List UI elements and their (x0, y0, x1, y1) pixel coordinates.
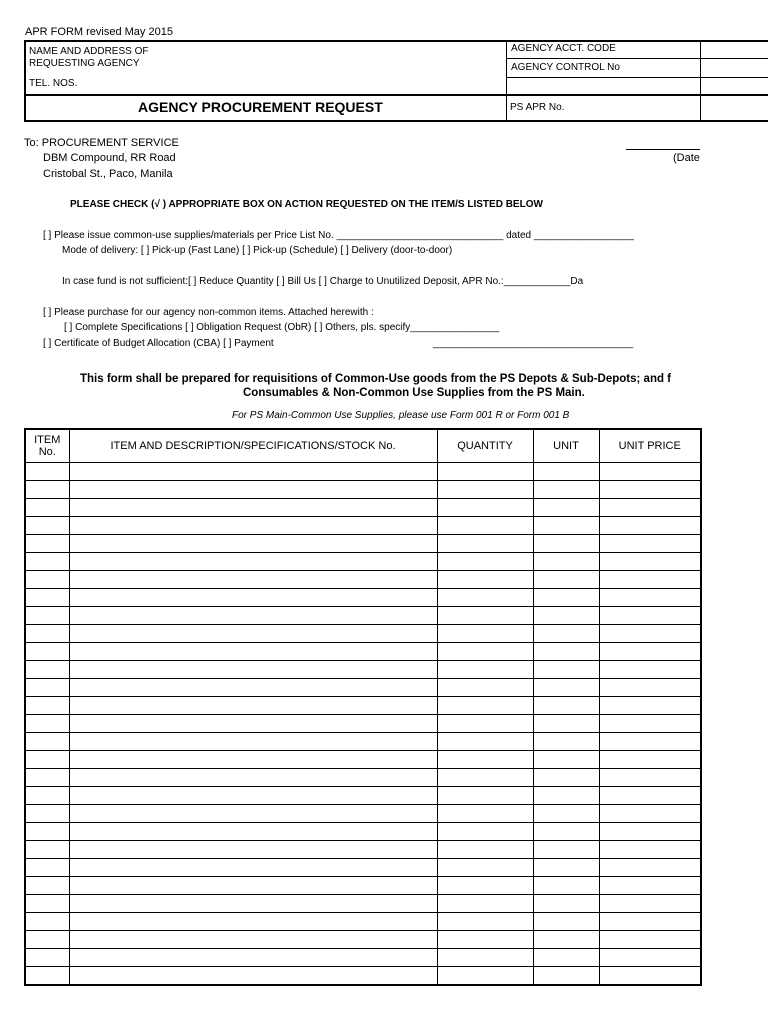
table-cell[interactable] (25, 967, 69, 986)
table-cell[interactable] (25, 607, 69, 625)
table-cell[interactable] (69, 967, 437, 986)
table-cell[interactable] (599, 913, 701, 931)
table-cell[interactable] (25, 535, 69, 553)
table-cell[interactable] (437, 769, 533, 787)
table-cell[interactable] (533, 643, 599, 661)
col-unit: UNIT (533, 429, 599, 463)
table-cell[interactable] (533, 769, 599, 787)
table-row (25, 751, 701, 769)
table-row (25, 769, 701, 787)
table-cell[interactable] (69, 481, 437, 499)
table-cell[interactable] (69, 517, 437, 535)
table-cell[interactable] (599, 679, 701, 697)
table-cell[interactable] (69, 679, 437, 697)
address-line-2: Cristobal St., Paco, Manila (43, 168, 173, 180)
col-description: ITEM AND DESCRIPTION/SPECIFICATIONS/STOCK No. (69, 429, 437, 463)
table-cell[interactable] (533, 949, 599, 967)
table-cell[interactable] (437, 571, 533, 589)
table-cell[interactable] (437, 463, 533, 481)
table-cell[interactable] (25, 481, 69, 499)
table-cell[interactable] (533, 499, 599, 517)
table-cell[interactable] (25, 463, 69, 481)
table-cell[interactable] (437, 643, 533, 661)
table-cell[interactable] (599, 625, 701, 643)
table-cell[interactable] (599, 661, 701, 679)
table-cell[interactable] (25, 913, 69, 931)
table-cell[interactable] (437, 823, 533, 841)
tel-nos-label: TEL. NOS. (29, 78, 78, 89)
check-heading: PLEASE CHECK (√ ) APPROPRIATE BOX ON ACTION REQUESTED ON THE ITEM/S LISTED BELOW (70, 199, 543, 210)
table-cell[interactable] (437, 967, 533, 986)
table-cell[interactable] (599, 931, 701, 949)
table-cell[interactable] (599, 733, 701, 751)
table-cell[interactable] (25, 715, 69, 733)
table-cell[interactable] (69, 589, 437, 607)
table-cell[interactable] (599, 823, 701, 841)
table-cell[interactable] (599, 481, 701, 499)
table-cell[interactable] (437, 733, 533, 751)
table-header-row (25, 429, 701, 463)
right-edge-line (700, 40, 701, 122)
table-cell[interactable] (599, 607, 701, 625)
table-cell[interactable] (533, 661, 599, 679)
table-cell[interactable] (533, 859, 599, 877)
table-cell[interactable] (533, 715, 599, 733)
cba-line: [ ] Certificate of Budget Allocation (CBA) [ ] Payment (43, 338, 274, 349)
table-cell[interactable] (437, 895, 533, 913)
table-cell[interactable] (69, 661, 437, 679)
table-cell[interactable] (533, 625, 599, 643)
table-cell[interactable] (533, 895, 599, 913)
table-row (25, 931, 701, 949)
table-row (25, 661, 701, 679)
table-cell[interactable] (69, 607, 437, 625)
items-table (24, 428, 702, 986)
purchase-line: [ ] Please purchase for our agency non-common items. Attached herewith : (43, 307, 374, 318)
table-row (25, 859, 701, 877)
table-cell[interactable] (533, 535, 599, 553)
table-cell[interactable] (69, 823, 437, 841)
col-item-no (25, 429, 69, 463)
table-row (25, 643, 701, 661)
table-cell[interactable] (533, 481, 599, 499)
delivery-mode-line: Mode of delivery: [ ] Pick-up (Fast Lane) [ ] Pick-up (Schedule) [ ] Delivery (door-to-door) (62, 245, 453, 256)
table-cell[interactable] (599, 499, 701, 517)
table-cell[interactable] (69, 715, 437, 733)
table-cell[interactable] (599, 967, 701, 986)
fund-insufficient-line: In case fund is not sufficient:[ ] Reduce Quantity [ ] Bill Us [ ] Charge to Unutilized Deposit, APR No.:____________Da (62, 276, 584, 287)
table-cell[interactable] (69, 535, 437, 553)
table-cell[interactable] (69, 643, 437, 661)
specifications-line: [ ] Complete Specifications [ ] Obligation Request (ObR) [ ] Others, pls. specify________________ (64, 322, 500, 333)
items-table-body (25, 463, 701, 986)
table-cell[interactable] (599, 463, 701, 481)
table-cell[interactable] (533, 607, 599, 625)
table-cell[interactable] (69, 625, 437, 643)
table-cell[interactable] (69, 949, 437, 967)
table-cell[interactable] (599, 769, 701, 787)
table-row (25, 589, 701, 607)
table-cell[interactable] (599, 751, 701, 769)
table-cell[interactable] (25, 499, 69, 517)
col-no-label: No. (38, 446, 56, 458)
table-row (25, 679, 701, 697)
table-cell[interactable] (69, 463, 437, 481)
table-cell[interactable] (437, 517, 533, 535)
table-cell[interactable] (25, 787, 69, 805)
table-cell[interactable] (599, 949, 701, 967)
table-cell[interactable] (69, 841, 437, 859)
table-cell[interactable] (69, 769, 437, 787)
agency-acct-code-label: AGENCY ACCT. CODE (511, 43, 616, 54)
table-row (25, 787, 701, 805)
table-cell[interactable] (437, 679, 533, 697)
table-cell[interactable] (25, 769, 69, 787)
table-cell[interactable] (533, 553, 599, 571)
requesting-agency-label: REQUESTING AGENCY (29, 58, 140, 69)
table-cell[interactable] (69, 859, 437, 877)
table-cell[interactable] (599, 697, 701, 715)
table-cell[interactable] (599, 571, 701, 589)
table-cell[interactable] (437, 913, 533, 931)
table-cell[interactable] (69, 571, 437, 589)
table-cell[interactable] (25, 733, 69, 751)
table-cell[interactable] (533, 805, 599, 823)
table-cell[interactable] (533, 823, 599, 841)
table-cell[interactable] (25, 823, 69, 841)
table-cell[interactable] (437, 697, 533, 715)
table-cell[interactable] (437, 715, 533, 733)
table-row (25, 571, 701, 589)
table-cell[interactable] (25, 553, 69, 571)
table-cell[interactable] (437, 877, 533, 895)
table-cell[interactable] (599, 787, 701, 805)
table-cell[interactable] (69, 499, 437, 517)
table-cell[interactable] (69, 787, 437, 805)
table-row (25, 715, 701, 733)
page-title: AGENCY PROCUREMENT REQUEST (138, 99, 383, 115)
table-row (25, 877, 701, 895)
table-cell[interactable] (25, 661, 69, 679)
table-row (25, 841, 701, 859)
control-no-line (506, 77, 768, 78)
table-cell[interactable] (25, 517, 69, 535)
table-row (25, 895, 701, 913)
table-cell[interactable] (533, 697, 599, 715)
table-row (25, 949, 701, 967)
table-cell[interactable] (437, 931, 533, 949)
table-cell[interactable] (437, 625, 533, 643)
table-row (25, 517, 701, 535)
table-cell[interactable] (599, 841, 701, 859)
table-cell[interactable] (25, 697, 69, 715)
table-row (25, 913, 701, 931)
table-cell[interactable] (533, 967, 599, 986)
table-cell[interactable] (437, 589, 533, 607)
table-row (25, 535, 701, 553)
table-row (25, 625, 701, 643)
table-cell[interactable] (533, 679, 599, 697)
table-cell[interactable] (69, 553, 437, 571)
table-cell[interactable] (437, 535, 533, 553)
date-blank-line (626, 149, 700, 150)
table-cell[interactable] (25, 625, 69, 643)
table-cell[interactable] (533, 841, 599, 859)
table-cell[interactable] (533, 913, 599, 931)
table-row (25, 967, 701, 986)
table-cell[interactable] (25, 643, 69, 661)
table-cell[interactable] (437, 607, 533, 625)
table-cell[interactable] (599, 643, 701, 661)
table-cell[interactable] (437, 481, 533, 499)
cba-blank: ____________________________________ (433, 338, 634, 349)
table-cell[interactable] (533, 751, 599, 769)
to-procurement-service: To: PROCUREMENT SERVICE (24, 137, 179, 149)
issue-line: [ ] Please issue common-use supplies/materials per Price List No. ______________________________ dated __________________ (43, 230, 634, 241)
col-unit-price: UNIT PRICE (599, 429, 701, 463)
table-row (25, 499, 701, 517)
table-cell[interactable] (533, 463, 599, 481)
agency-control-no-label: AGENCY CONTROL No (511, 62, 620, 73)
table-row (25, 481, 701, 499)
table-cell[interactable] (599, 517, 701, 535)
table-cell[interactable] (69, 805, 437, 823)
table-cell[interactable] (599, 715, 701, 733)
col-quantity: QUANTITY (437, 429, 533, 463)
table-cell[interactable] (599, 895, 701, 913)
address-line-1: DBM Compound, RR Road (43, 152, 176, 164)
table-cell[interactable] (533, 931, 599, 949)
table-cell[interactable] (69, 697, 437, 715)
table-cell[interactable] (69, 913, 437, 931)
table-cell[interactable] (69, 877, 437, 895)
table-cell[interactable] (437, 805, 533, 823)
table-row (25, 733, 701, 751)
table-cell[interactable] (437, 949, 533, 967)
form-revision: APR FORM revised May 2015 (25, 26, 173, 38)
table-cell[interactable] (25, 679, 69, 697)
notice-line-2: Consumables & Non-Common Use Supplies from the PS Main. (243, 387, 585, 399)
table-cell[interactable] (533, 877, 599, 895)
table-cell[interactable] (599, 859, 701, 877)
table-row (25, 607, 701, 625)
table-cell[interactable] (533, 589, 599, 607)
table-cell[interactable] (599, 805, 701, 823)
table-cell[interactable] (25, 877, 69, 895)
table-cell[interactable] (599, 553, 701, 571)
table-cell[interactable] (437, 751, 533, 769)
table-cell[interactable] (533, 517, 599, 535)
name-address-label: NAME AND ADDRESS OF (29, 46, 149, 57)
table-cell[interactable] (25, 949, 69, 967)
date-label: (Date (673, 152, 700, 164)
ps-apr-no-label: PS APR No. (510, 102, 565, 113)
table-row (25, 697, 701, 715)
table-cell[interactable] (437, 841, 533, 859)
table-row (25, 823, 701, 841)
table-row (25, 553, 701, 571)
table-row (25, 805, 701, 823)
table-cell[interactable] (25, 895, 69, 913)
table-cell[interactable] (437, 661, 533, 679)
col-item-label: ITEM (34, 434, 61, 446)
table-cell[interactable] (437, 499, 533, 517)
table-cell[interactable] (25, 571, 69, 589)
table-cell[interactable] (533, 787, 599, 805)
table-cell[interactable] (437, 553, 533, 571)
table-cell[interactable] (25, 805, 69, 823)
table-cell[interactable] (25, 841, 69, 859)
table-cell[interactable] (25, 859, 69, 877)
table-cell[interactable] (533, 571, 599, 589)
table-cell[interactable] (69, 751, 437, 769)
table-cell[interactable] (437, 787, 533, 805)
table-cell[interactable] (25, 751, 69, 769)
table-cell[interactable] (25, 931, 69, 949)
header-mid-line (24, 94, 768, 96)
table-cell[interactable] (69, 931, 437, 949)
notice-line-1: This form shall be prepared for requisitions of Common-Use goods from the PS Depots & Sub-Depots; and f (80, 373, 672, 385)
table-cell[interactable] (25, 589, 69, 607)
table-cell[interactable] (533, 733, 599, 751)
table-cell[interactable] (437, 859, 533, 877)
table-cell[interactable] (599, 589, 701, 607)
table-cell[interactable] (599, 535, 701, 553)
table-cell[interactable] (69, 895, 437, 913)
table-cell[interactable] (599, 877, 701, 895)
acct-code-line (506, 58, 768, 59)
table-row (25, 463, 701, 481)
notice-italic: For PS Main-Common Use Supplies, please use Form 001 R or Form 001 B (232, 410, 570, 421)
header-divider (506, 40, 507, 122)
table-cell[interactable] (69, 733, 437, 751)
